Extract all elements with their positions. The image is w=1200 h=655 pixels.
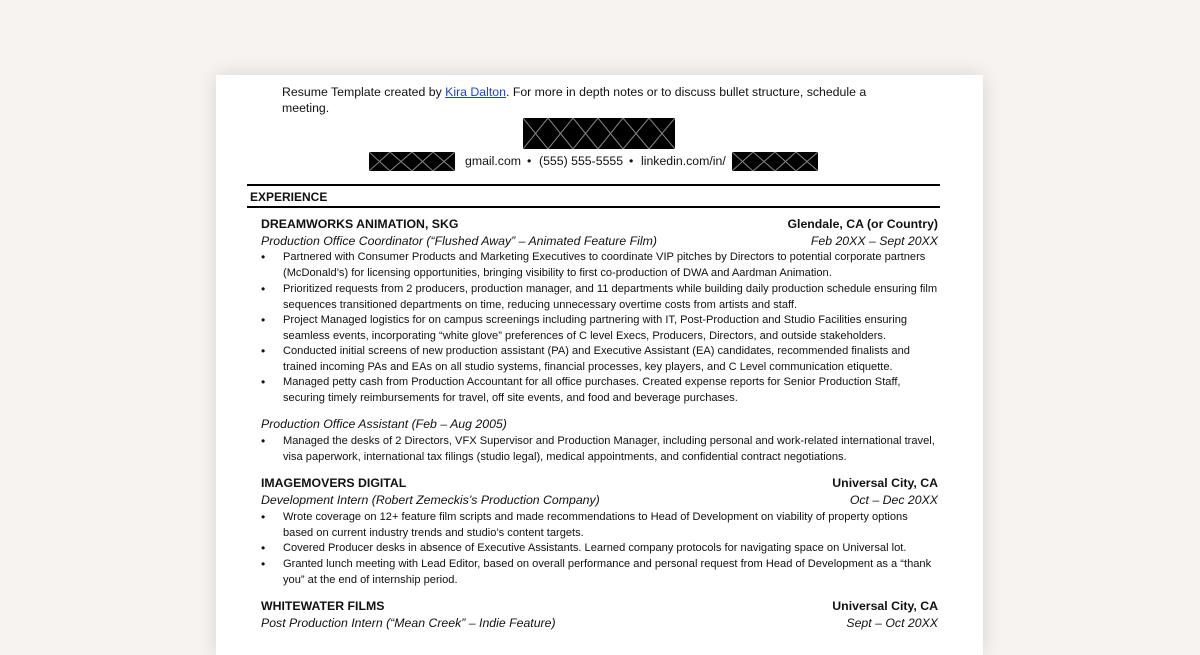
- redacted-name-block: [523, 118, 675, 149]
- linkedin-prefix: linkedin.com/in/: [641, 154, 726, 168]
- bullet-text: Covered Producer desks in absence of Executive Assistants. Learned company protocols for navigating space on Universal lot.: [283, 542, 907, 554]
- contact-separator: •: [629, 154, 634, 168]
- job-dates: Sept – Oct 20XX: [846, 616, 938, 630]
- redacted-linkedin-handle: [732, 152, 818, 171]
- company-name: DREAMWORKS ANIMATION, SKG: [261, 217, 459, 231]
- section-title: EXPERIENCE: [250, 190, 328, 204]
- section-rule-bottom: [247, 206, 940, 208]
- section-rule-top: [247, 184, 940, 186]
- job-dates: Feb 20XX – Sept 20XX: [810, 234, 938, 248]
- bullet-icon: •: [261, 557, 266, 571]
- resume-page: [216, 75, 983, 655]
- job-title: Production Office Assistant (Feb – Aug 2005): [261, 417, 507, 431]
- bullet-text: Prioritized requests from 2 producers, production manager, and 11 departments while building daily production schedule ensuring film sequences transitioned departments on time, reducing unnecessary overtime costs from artists and staff.: [283, 283, 938, 311]
- job-title: Development Intern (Robert Zemeckis’s Production Company): [261, 493, 600, 507]
- company-name: WHITEWATER FILMS: [261, 599, 385, 613]
- phone-number: (555) 555-5555: [539, 154, 624, 168]
- bullet-text: Granted lunch meeting with Lead Editor, based on overall performance and personal request from Head of Development as a “thank you” at the end of internship period.: [283, 558, 932, 586]
- company-location: Universal City, CA: [832, 476, 938, 490]
- bullet-text: Managed petty cash from Production Accountant for all office purchases. Created expense reports for Senior Production Staff, securing timely reimbursements for travel, off site events, and food and beverage purchases.: [283, 376, 901, 404]
- note-text-end: . For more in depth notes or to discuss bullet structure, schedule a meeting.: [282, 85, 867, 115]
- bullet-icon: •: [261, 250, 266, 264]
- bullet-icon: •: [261, 541, 266, 555]
- company-name: IMAGEMOVERS DIGITAL: [261, 476, 407, 490]
- bullet-icon: •: [261, 344, 266, 358]
- bullet-text: Project Managed logistics for on campus screenings including partnering with IT, Post-Production and Studio Facilities ensuring seamless events, incorporating “white glove” preferences of C level Execs, Producers, Directors, and outside stakeholders.: [283, 314, 908, 342]
- bullet-icon: •: [261, 510, 266, 524]
- bullet-icon: •: [261, 313, 266, 327]
- bullet-text: Conducted initial screens of new production assistant (PA) and Executive Assistant (EA) candidates, recommended finalists and trained incoming PAs and EAs on all studio systems, financial processes, key players, and C Level communication etiquette.: [283, 345, 910, 373]
- note-text-start: Resume Template created by: [282, 85, 446, 99]
- bullet-icon: •: [261, 375, 266, 389]
- bullet-icon: •: [261, 282, 266, 296]
- company-location: Universal City, CA: [832, 599, 938, 613]
- bullet-icon: •: [261, 434, 266, 448]
- job-dates: Oct – Dec 20XX: [849, 493, 938, 507]
- contact-separator: •: [527, 154, 532, 168]
- email-domain: gmail.com: [465, 154, 522, 168]
- bullet-text: Wrote coverage on 12+ feature film scripts and made recommendations to Head of Development on viability of property options based on current industry trends and studio’s content targets.: [283, 511, 908, 539]
- redacted-email-user: [369, 152, 455, 171]
- job-title: Production Office Coordinator (“Flushed Away” – Animated Feature Film): [261, 234, 657, 248]
- job-title: Post Production Intern (“Mean Creek” – Indie Feature): [261, 616, 556, 630]
- template-note: [282, 84, 892, 116]
- bullet-text: Managed the desks of 2 Directors, VFX Supervisor and Production Manager, including personal and work-related international travel, visa paperwork, international tax filings (studio legal), medical appointments, and confidential contract negotiations.: [283, 435, 935, 463]
- author-link[interactable]: Kira Dalton: [445, 85, 506, 99]
- company-location: Glendale, CA (or Country): [787, 217, 938, 231]
- bullet-text: Partnered with Consumer Products and Marketing Executives to coordinate VIP pitches by Directors to potential corporate partners (McDonald’s) for licensing opportunities, bringing visibility to first co-production of DWA and Aardman Animation.: [283, 251, 926, 279]
